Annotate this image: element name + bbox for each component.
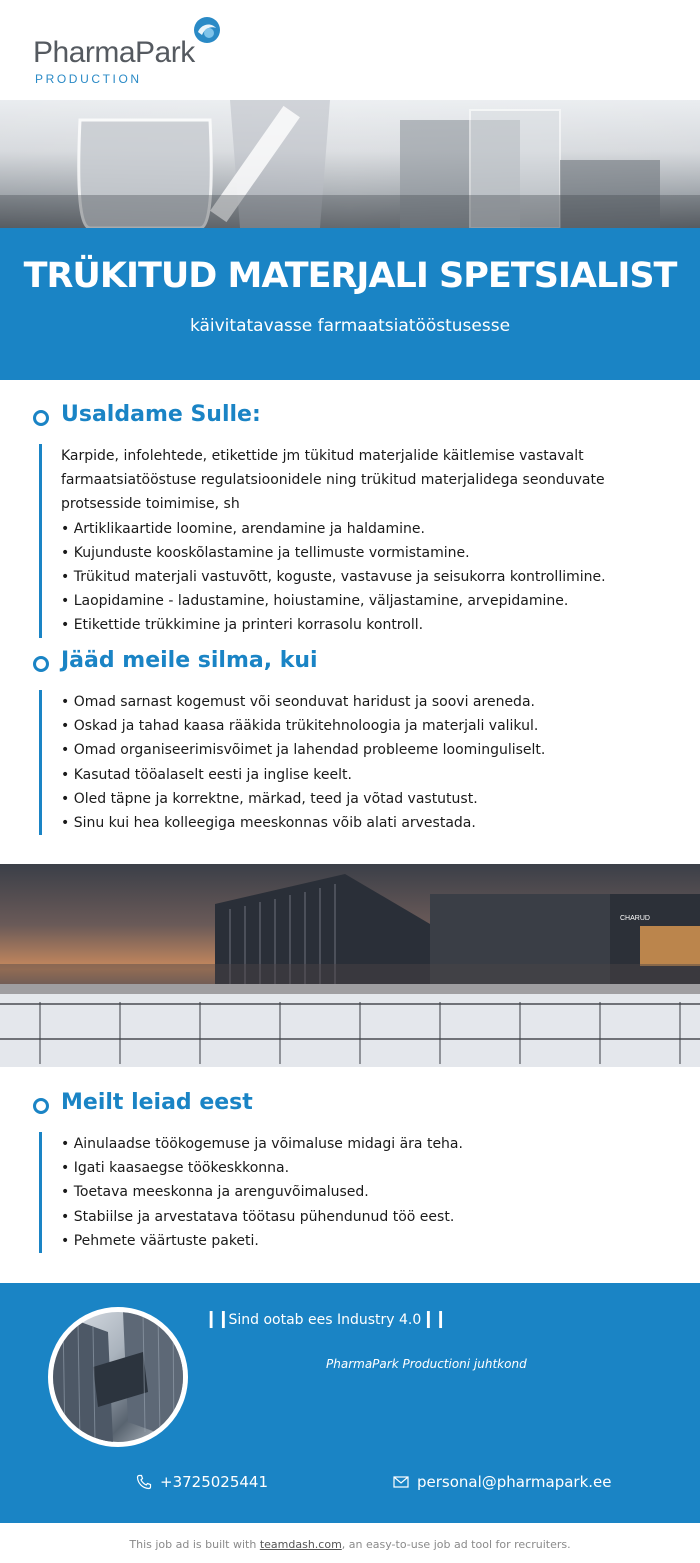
section-title: Usaldame Sulle: — [61, 402, 261, 427]
section-bullet-icon — [33, 410, 49, 426]
list-item: • Kasutad tööalaselt eesti ja inglise keelt. — [61, 766, 352, 783]
phone-icon — [136, 1474, 152, 1490]
section-body — [39, 444, 673, 638]
section-header — [33, 1090, 673, 1120]
credit-after: , an easy-to-use job ad tool for recruiters. — [341, 1538, 571, 1551]
job-title: TRÜKITUD MATERJALI SPETSIALIST — [23, 256, 677, 296]
close-quote-icon: ❙❙ — [421, 1309, 446, 1329]
building-photo — [0, 864, 700, 1067]
lab-glassware-illustration — [0, 100, 700, 228]
section-requirements — [33, 648, 673, 835]
credit-before: This job ad is built with — [129, 1538, 260, 1551]
credit-link[interactable]: teamdash.com — [259, 1538, 342, 1551]
company-logo — [33, 16, 233, 88]
phone-contact[interactable] — [136, 1473, 268, 1491]
section-body — [39, 1132, 673, 1253]
list-item: • Artiklikaartide loomine, arendamine ja haldamine. — [61, 520, 425, 537]
list-item: • Oskad ja tahad kaasa rääkida trükitehnoloogia ja materjali valikul. — [61, 718, 539, 735]
quote-author: PharmaPark Productioni juhtkond — [326, 1357, 527, 1371]
footer-credit — [0, 1538, 700, 1551]
list-item: • Oled täpne ja korrektne, märkad, teed ja võtad vastutust. — [61, 790, 478, 807]
list-item: • Kujunduste kooskõlastamine ja tellimuste vormistamine. — [61, 544, 470, 561]
list-item: • Etikettide trükkimine ja printeri korrasolu kontroll. — [61, 617, 424, 634]
section-header — [33, 648, 673, 678]
list-item: • Igati kaasaegse töökeskkonna. — [61, 1160, 290, 1177]
contact-footer — [0, 1283, 700, 1523]
skyscraper-illustration — [53, 1312, 183, 1442]
list-item: • Pehmete väärtuste paketi. — [61, 1232, 259, 1249]
building-illustration — [0, 864, 700, 1067]
list-item: • Sinu kui hea kolleegiga meeskonnas võib alati arvestada. — [61, 815, 476, 832]
section-intro: Karpide, infolehtede, etikettide jm tükitud materjalide käitlemise vastavalt farmaatsiatööstuse regulatsioonidele ning trükitud materjalidega seonduvate protsesside toimimise, sh — [61, 448, 605, 513]
section-title: Jääd meile silma, kui — [61, 648, 318, 673]
logo-subtitle: PRODUCTION — [35, 72, 142, 86]
list-item: • Stabiilse ja arvestatava töötasu pühendunud töö eest. — [61, 1208, 455, 1225]
list-item: • Toetava meeskonna ja arenguvõimalused. — [61, 1184, 369, 1201]
email-contact[interactable] — [393, 1473, 612, 1491]
logo-name: PharmaPark — [33, 36, 195, 69]
section-bullet-icon — [33, 1098, 49, 1114]
section-responsibilities — [33, 402, 673, 638]
list-item: • Laopidamine - ladustamine, hoiustamine, väljastamine, arvepidamine. — [61, 593, 569, 610]
title-banner — [0, 228, 700, 380]
section-header — [33, 402, 673, 432]
section-benefits — [33, 1090, 673, 1253]
hero-lab-image — [0, 100, 700, 228]
quote-avatar — [48, 1307, 188, 1447]
logo-mark-icon — [193, 16, 221, 44]
list-item: • Trükitud materjali vastuvõtt, koguste, vastavuse ja seisukorra kontrollimine. — [61, 569, 606, 586]
list-item: • Omad sarnast kogemust või seonduvat haridust ja soovi areneda. — [61, 694, 535, 710]
section-body — [39, 690, 673, 835]
building-sign: CHARUD — [620, 915, 650, 922]
list-item: • Ainulaadse töökogemuse ja võimaluse midagi ära teha. — [61, 1136, 463, 1152]
email-address[interactable]: personal@pharmapark.ee — [417, 1473, 612, 1491]
phone-number[interactable]: +3725025441 — [160, 1473, 269, 1491]
quote-text: Sind ootab ees Industry 4.0 — [228, 1312, 422, 1328]
job-subtitle: käivitatavasse farmaatsiatööstusesse — [189, 316, 511, 336]
section-title: Meilt leiad eest — [61, 1090, 253, 1115]
open-quote-icon: ❙❙ — [204, 1309, 229, 1329]
mail-icon — [393, 1475, 409, 1489]
section-bullet-icon — [33, 656, 49, 672]
list-item: • Omad organiseerimisvõimet ja lahendad probleeme loominguliselt. — [61, 742, 546, 759]
quote — [204, 1309, 446, 1329]
